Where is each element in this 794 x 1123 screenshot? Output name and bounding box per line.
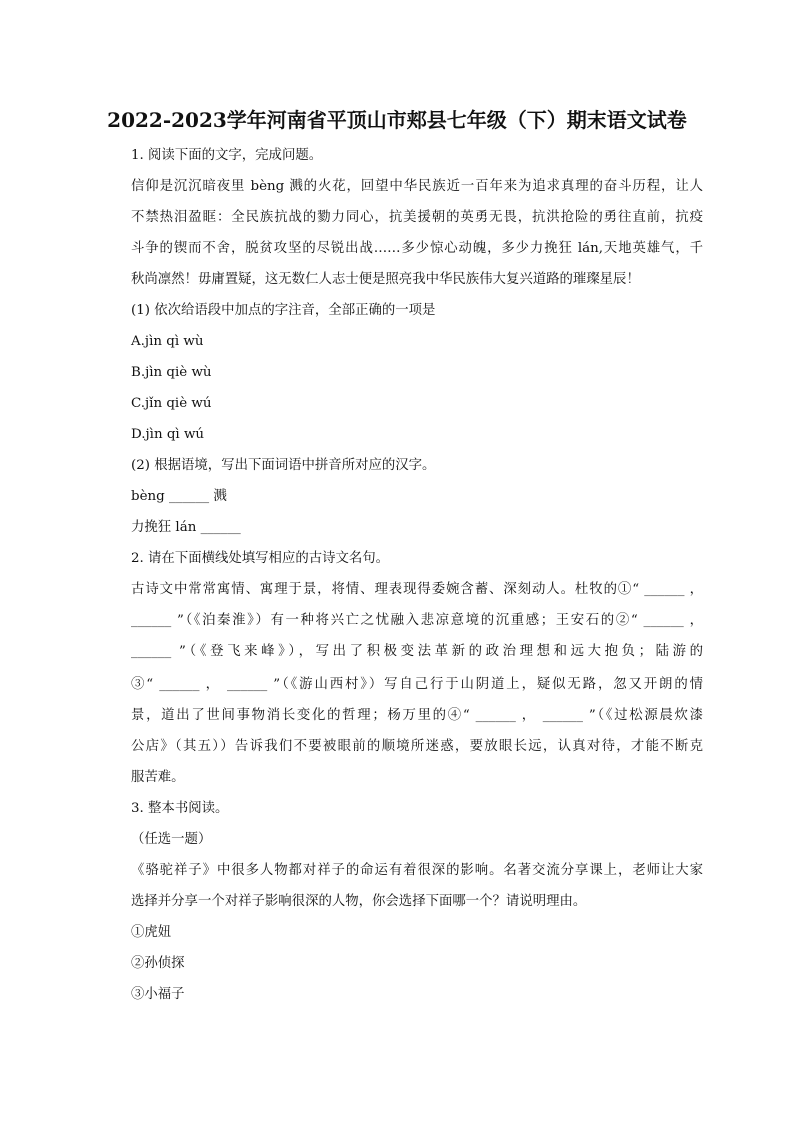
choose-one-note: （任选一题） <box>131 832 212 847</box>
option-a: A.jìn qì wù <box>131 334 204 349</box>
page-title: 2022-2023学年河南省平顶山市郏县七年级（下）期末语文试卷 <box>107 108 687 132</box>
poem-passage-line: 公店》（其五））告诉我们不要被眼前的顺境所迷惑，要放眼长远，认真对待，才能不断克 <box>131 739 703 754</box>
sub-question-1: (1) 依次给语段中加点的字注音，全部正确的一项是 <box>131 303 436 318</box>
option-b: B.jìn qiè wù <box>131 365 212 380</box>
choice-xiaofuzi: ③小福子 <box>131 987 185 1002</box>
question-1-heading: 1. 阅读下面的文字，完成问题。 <box>131 148 323 163</box>
reading-prompt-line: 《骆驼祥子》中很多人物都对祥子的命运有着很深的影响。名著交流分享课上，老师让大家 <box>131 863 703 878</box>
fill-blank-lan: 力挽狂 lán ______ <box>131 520 241 535</box>
passage-line: 信仰是沉沉暗夜里 bèng 溅的火花，回望中华民族近一百年来为追求真理的奋斗历程，让人 <box>131 179 703 194</box>
choice-huniu: ①虎妞 <box>131 925 172 940</box>
passage-line: 秋尚凛然！毋庸置疑，这无数仁人志士便是照亮我中华民族伟大复兴道路的璀璨星辰！ <box>131 272 640 287</box>
choice-sun-detective: ②孙侦探 <box>131 956 185 971</box>
option-c: C.jǐn qiè wú <box>131 396 212 411</box>
option-d: D.jìn qì wú <box>131 427 205 442</box>
poem-passage-line: 景，道出了世间事物消长变化的哲理；杨万里的④“ ______ ， ______ ”（《过松源晨炊漆 <box>131 708 703 723</box>
poem-passage-line: ③“ ______ ， ______ ”（《游山西村》）写自己行于山阴道上，疑似无路，忽又开朗的情 <box>131 677 703 692</box>
question-2-heading: 2. 请在下面横线处填写相应的古诗文名句。 <box>131 551 390 566</box>
fill-blank-beng: bèng ______ 溅 <box>131 489 227 504</box>
poem-passage-line: ______ ”（《登飞来峰》），写出了积极变法革新的政治理想和远大抱负；陆游的 <box>131 644 703 659</box>
poem-passage-line: 古诗文中常常寓情、寓理于景，将情、理表现得委婉含蓄、深刻动人。杜牧的①“ ______ ， <box>131 582 703 597</box>
question-3-heading: 3. 整本书阅读。 <box>131 801 229 816</box>
passage-line: 斗争的锲而不舍，脱贫攻坚的尽锐出战……多少惊心动魄，多少力挽狂 lán,天地英雄气，千 <box>131 241 703 256</box>
poem-passage-line: ______ ”（《泊秦淮》）有一种将兴亡之忧融入悲凉意境的沉重感；王安石的②“ ______ ， <box>131 613 703 628</box>
sub-question-2: (2) 根据语境，写出下面词语中拼音所对应的汉字。 <box>131 458 436 473</box>
reading-prompt-line: 选择并分享一个对祥子影响很深的人物，你会选择下面哪一个？请说明理由。 <box>131 894 587 909</box>
passage-line: 不禁热泪盈眶：全民族抗战的勠力同心，抗美援朝的英勇无畏，抗洪抢险的勇往直前，抗疫 <box>131 210 703 225</box>
poem-passage-line: 服苦难。 <box>131 770 185 785</box>
